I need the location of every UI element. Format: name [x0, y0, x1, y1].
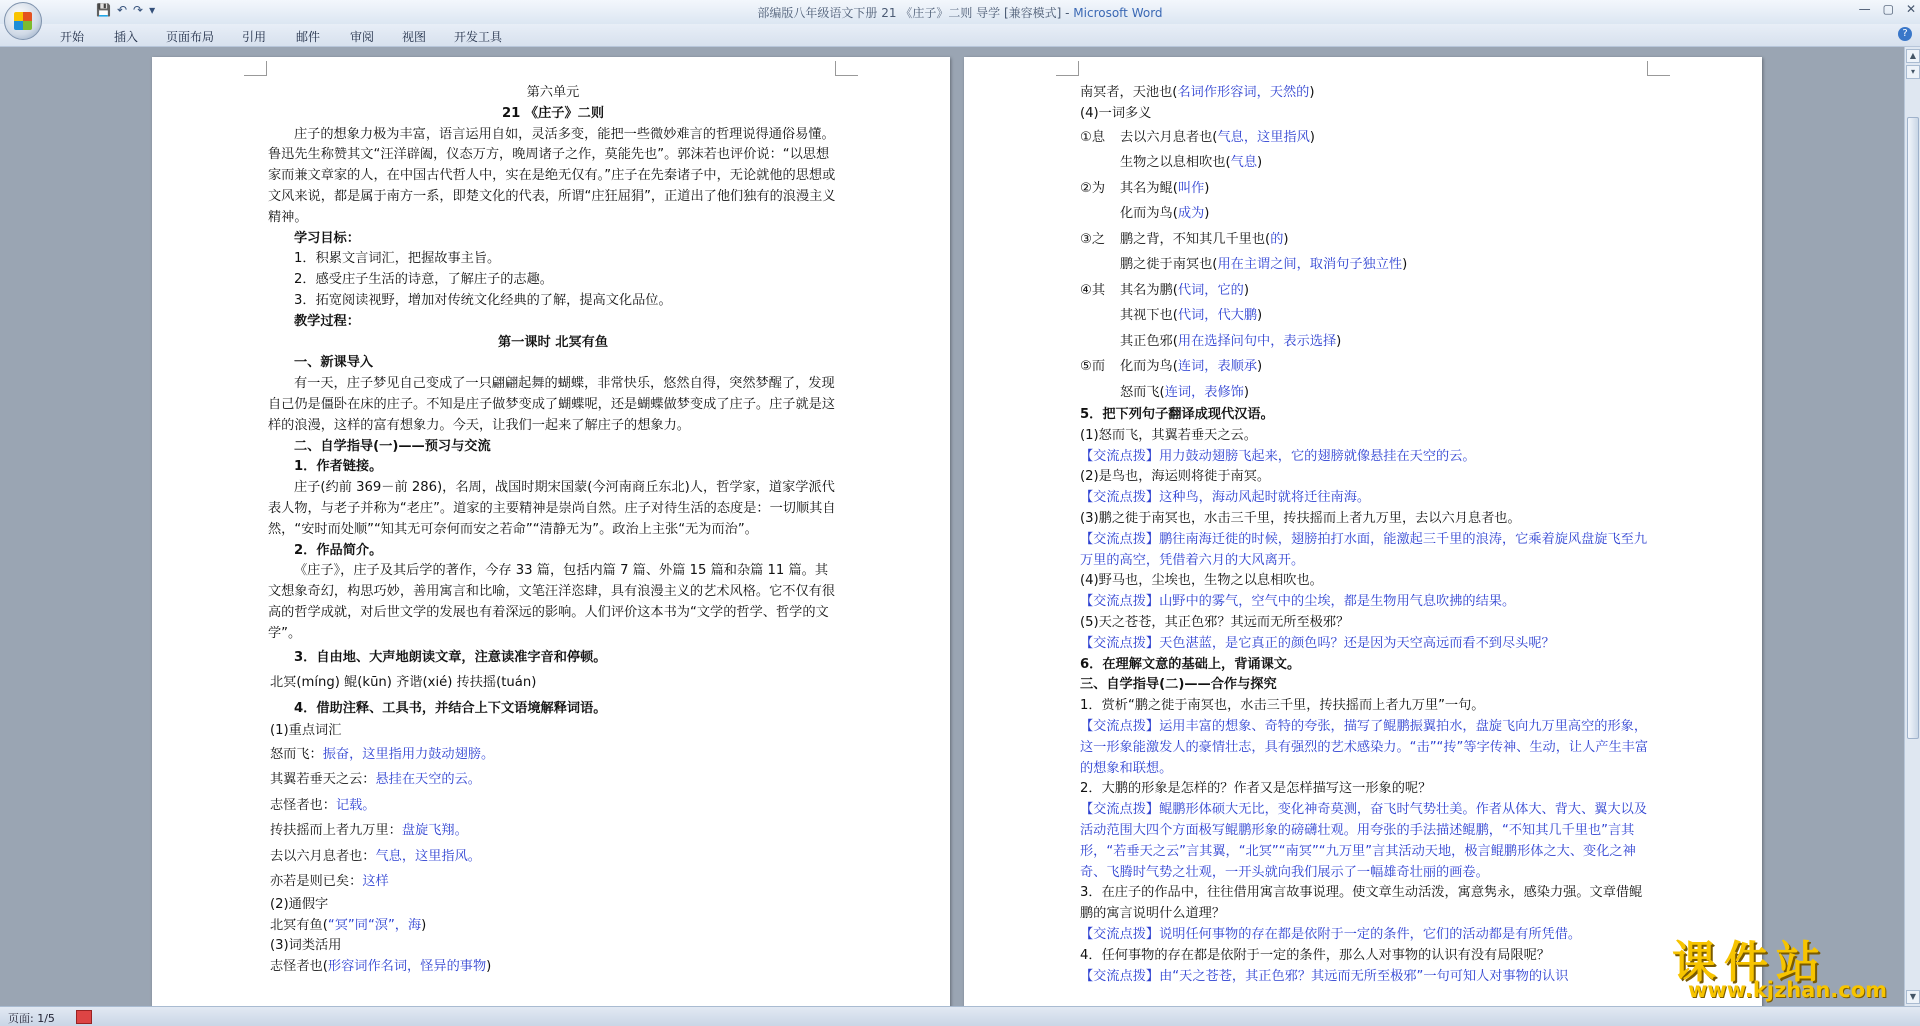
unit-title: 第六单元	[526, 85, 580, 100]
polysemy-item: 其正色邪(用在选择问句中，表示选择)	[1120, 333, 1342, 349]
works-text: 《庄子》，庄子及其后学的著作，今存 33 篇，包括内篇 7 篇、外篇 15 篇和杂篇 11 篇。其文想象奇幻，构思巧妙，善用寓言和比喻，文笔汪洋恣肆，具有浪漫主义的艺术风格。它不仅有很高的哲学成就，对后世文学的发展也有着深远的影响。人们评价这本书为“文学的哲学、哲学的文学”。	[268, 563, 836, 641]
translation-question: (4)野马也，尘埃也，生物之以息相吹也。	[1080, 573, 1323, 589]
minimize-button[interactable]: —	[1858, 2, 1871, 16]
watermark-name: 课件站	[1672, 937, 1828, 988]
notes-heading: 4．借助注释、工具书，并结合上下文语境解释词语。	[294, 700, 607, 716]
polysemy-item: ④其 其名为鹏(代词，它的)	[1080, 282, 1249, 298]
translation-question: (5)天之苍苍，其正色邪？其远而无所至极邪？	[1080, 615, 1350, 631]
undo-icon[interactable]: ↶	[116, 3, 128, 17]
lesson-title: 21 《庄子》二则	[501, 105, 605, 121]
vertical-scrollbar[interactable]	[1904, 47, 1920, 1006]
cilei-label: (3)词类活用	[270, 938, 342, 954]
polysemy-item: 化而为鸟(成为)	[1120, 206, 1210, 222]
status-bar	[0, 1006, 1920, 1026]
polysemy-item: ⑤而 化而为鸟(连词，表顺承)	[1080, 359, 1263, 375]
translation-question: (3)鹏之徙于南冥也，水击三千里，抟扶摇而上者九万里，去以六月息者也。	[1080, 511, 1521, 527]
translation-question: (2)是鸟也，海运则将徙于南冥。	[1080, 469, 1271, 485]
section-heading: 三、自学指导(二)——合作与探究	[1080, 677, 1277, 693]
tab-mailings[interactable]: 邮件	[296, 30, 321, 44]
translation-question: (1)怒而飞，其翼若垂天之云。	[1080, 427, 1257, 443]
intro-story: 有一天，庄子梦见自己变成了一只翩翩起舞的蝴蝶，非常快乐，悠然自得，突然梦醒了，发现自己仍是僵卧在床的庄子。不知是庄子做梦变成了蝴蝶呢，还是蝴蝶做梦变成了庄子。庄子就是这样的浪漫，这样的富有想象力。今天，让我们一起来了解庄子的想象力。	[268, 376, 836, 433]
polysemy-item: ①息 去以六月息者也(气息，这里指风)	[1080, 129, 1315, 145]
discussion-answer: 【交流点拨】说明任何事物的存在都是依附于一定的条件，它们的活动都是有所凭借。	[1080, 927, 1582, 943]
office-logo-icon	[14, 12, 32, 30]
app-name: Microsoft Word	[1073, 6, 1163, 20]
close-button[interactable]: ✕	[1905, 2, 1916, 16]
polysemy-item: 其视下也(代词，代大鹏)	[1120, 308, 1263, 324]
document-workspace[interactable]	[0, 47, 1905, 1006]
goal-item: 2．感受庄子生活的诗意，了解庄子的志趣。	[294, 272, 553, 288]
vocab-item: 去以六月息者也：气息，这里指风。	[270, 848, 481, 864]
ruler-toggle-icon[interactable]: ▾	[1906, 65, 1920, 79]
qat-customize-icon[interactable]: ▾	[149, 3, 156, 17]
window-title: 部编版八年级语文下册 21 《庄子》二则 导学 [兼容模式] - Microsoft Word	[757, 6, 1163, 20]
window-controls	[1859, 2, 1916, 16]
maximize-button[interactable]: ▢	[1882, 2, 1894, 16]
tab-review[interactable]: 审阅	[350, 30, 375, 44]
author-text: 庄子(约前 369－前 286)，名周，战国时期宋国蒙(今河南商丘东北)人，哲学家，道家学派代表人物，与老子并称为“老庄”。道家的主要精神是崇尚自然。庄子对待生活的态度是：一切顺其自然，“安时而处顺”“知其无可奈何而安之若命”“清静无为”。政治上主张“无为而治”。	[268, 480, 836, 537]
tab-references[interactable]: 引用	[242, 30, 267, 44]
translation-answer: 【交流点拨】鹏往南海迁徙的时候，翅膀拍打水面，能激起三千里的浪涛，它乘着旋风盘旋飞至九万里的高空，凭借着六月的大风离开。	[1080, 531, 1648, 568]
polysemy-label: (4)一词多义	[1080, 105, 1152, 121]
translation-answer: 【交流点拨】天色湛蓝，是它真正的颜色吗？还是因为天空高远而看不到尽头呢？	[1080, 635, 1555, 651]
goal-item: 1．积累文言词汇，把握故事主旨。	[294, 251, 501, 267]
discussion-answer: 【交流点拨】运用丰富的想象、奇特的夸张，描写了鲲鹏振翼拍水，盘旋飞向九万里高空的形象，这一形象能激发人的豪情壮志，具有强烈的艺术感染力。“击”“抟”等字传神、生动，让人产生丰富的想象和联想。	[1080, 719, 1649, 776]
tongjia-item: 北冥有鱼(“冥”同“溟”，海)	[270, 917, 427, 933]
vocab-item: 怒而飞：振奋，这里指用力鼓动翅膀。	[270, 746, 495, 762]
vocab-item: 志怪者也：记载。	[270, 797, 376, 813]
translate-heading: 5．把下列句子翻译成现代汉语。	[1080, 407, 1274, 423]
document-page-2[interactable]	[964, 57, 1762, 1006]
watermark-url: www.kjzhan.com	[1688, 978, 1888, 1002]
tongjia-label: (2)通假字	[270, 896, 329, 912]
polysemy-item: ③之 鹏之背，不知其几千里也(的)	[1080, 231, 1289, 247]
vocab-item: 其翼若垂天之云：悬挂在天空的云。	[270, 772, 481, 788]
translation-answer: 【交流点拨】这种鸟，海动风起时就将迁往南海。	[1080, 490, 1371, 506]
page-2-text	[1080, 83, 1650, 987]
scroll-down-button[interactable]: ▼	[1906, 990, 1920, 1004]
discussion-answer: 【交流点拨】由“天之苍苍，其正色邪？其远而无所至极邪”一句可知人对事物的认识	[1080, 968, 1569, 984]
polysemy-item: 鹏之徙于南冥也(用在主谓之间，取消句子独立性)	[1120, 257, 1408, 273]
page-counter[interactable]: 页面: 1/5	[8, 1012, 55, 1025]
works-heading: 2．作品简介。	[294, 542, 383, 558]
scroll-up-button[interactable]: ▲	[1906, 49, 1920, 63]
vocab-item: 抟扶摇而上者九万里：盘旋飞翔。	[270, 823, 468, 839]
author-heading: 1．作者链接。	[294, 459, 383, 475]
document-page-1[interactable]	[152, 57, 950, 1006]
cilei-item: 志怪者也(形容词作名词，怪异的事物)	[270, 959, 492, 975]
watermark-logo	[1660, 922, 1904, 1002]
page-1-text	[268, 83, 838, 978]
tab-home[interactable]: 开始	[60, 30, 85, 44]
goal-item: 3．拓宽阅读视野，增加对传统文化经典的了解，提高文化品位。	[294, 292, 672, 308]
key-words-label: (1)重点词汇	[270, 723, 342, 739]
scrollbar-thumb[interactable]	[1907, 117, 1919, 739]
save-icon[interactable]: 💾	[96, 3, 111, 17]
cilei-item: 南冥者，天池也(名词作形容词，天然的)	[1080, 85, 1315, 100]
help-icon[interactable]: ?	[1898, 27, 1912, 41]
tab-insert[interactable]: 插入	[114, 30, 139, 44]
discussion-answer: 【交流点拨】鲲鹏形体硕大无比，变化神奇莫测，奋飞时气势壮美。作者从体大、背大、翼大以及活动范围大四个方面极写鲲鹏形象的磅礴壮观。用夸张的手法描述鲲鹏，“不知其几千里也”言其形，“若垂天之云”言其翼，“北冥”“南冥”“九万里”言其活动天地，极言鲲鹏形体之大、变化之神奇、飞腾时气势之壮观，一开头就向我们展示了一幅雄奇壮丽的画卷。	[1080, 802, 1648, 880]
polysemy-item: 怒而飞(连词，表修饰)	[1120, 384, 1249, 400]
discussion-question: 1．赏析“鹏之徙于南冥也，水击三千里，抟扶摇而上者九万里”一句。	[1080, 698, 1485, 714]
vocab-item: 亦若是则已矣：这样	[270, 874, 389, 890]
tab-page-layout[interactable]: 页面布局	[166, 30, 215, 44]
pinyin-line: 北冥(míng) 鲲(kūn) 齐谐(xié) 抟扶摇(tuán)	[270, 675, 537, 691]
redo-icon[interactable]: ↷	[133, 3, 144, 17]
read-heading: 3．自由地、大声地朗读文章，注意读准字音和停顿。	[294, 649, 607, 665]
recite-heading: 6．在理解文意的基础上，背诵课文。	[1080, 656, 1301, 672]
tab-view[interactable]: 视图	[402, 30, 427, 44]
discussion-question: 3．在庄子的作品中，往往借用寓言故事说理。使文章生动活泼，寓意隽永，感染力强。文章借鲲鹏的寓言说明什么道理？	[1080, 885, 1643, 922]
proofing-icon[interactable]	[76, 1010, 92, 1024]
process-heading: 教学过程：	[294, 313, 360, 329]
office-button[interactable]	[4, 2, 42, 40]
tab-developer[interactable]: 开发工具	[454, 30, 503, 44]
section-heading: 一、新课导入	[294, 355, 374, 371]
polysemy-item: ②为 其名为鲲(叫作)	[1080, 180, 1210, 196]
section-heading: 二、自学指导(一)——预习与交流	[294, 438, 491, 454]
translation-answer: 【交流点拨】用力鼓动翅膀飞起来，它的翅膀就像悬挂在天空的云。	[1080, 448, 1476, 464]
period-title: 第一课时 北冥有鱼	[497, 334, 609, 350]
polysemy-item: 生物之以息相吹也(气息)	[1120, 155, 1263, 171]
title-bar	[0, 0, 1920, 25]
discussion-question: 2．大鹏的形象是怎样的？作者又是怎样描写这一形象的呢？	[1080, 781, 1432, 797]
discussion-question: 4．任何事物的存在都是依附于一定的条件，那么人对事物的认识有没有局限呢？	[1080, 947, 1550, 963]
ribbon-tabs	[0, 24, 1920, 47]
translation-answer: 【交流点拨】山野中的雾气，空气中的尘埃，都是生物用气息吹拂的结果。	[1080, 594, 1516, 610]
intro-paragraph: 庄子的想象力极为丰富，语言运用自如，灵活多变，能把一些微妙难言的哲理说得通俗易懂。鲁迅先生称赞其文“汪洋辟阖，仪态万方，晚周诸子之作，莫能先也”。郭沫若也评价说：“以思想家而兼文章家的人，在中国古代哲人中，实在是绝无仅有。”庄子在先秦诸子中，无论就他的思想或文风来说，都是属于南方一系，即楚文化的代表，所谓“庄狂屈狷”，正道出了他们独有的浪漫主义精神。	[268, 126, 836, 225]
goals-heading: 学习目标：	[294, 230, 360, 246]
